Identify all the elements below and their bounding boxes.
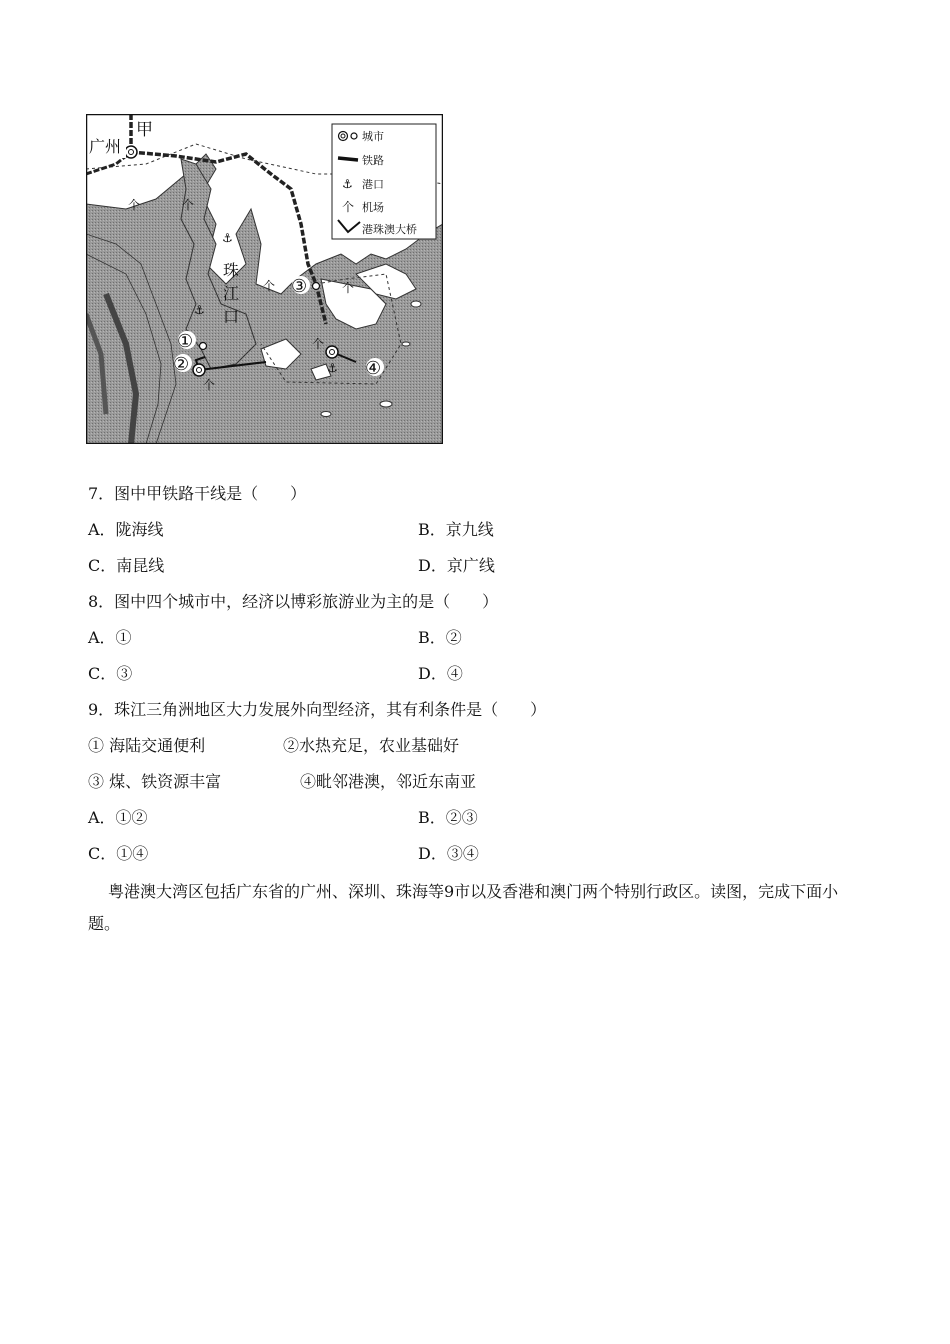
islet bbox=[402, 342, 410, 346]
airport-icon: 个 bbox=[312, 337, 325, 351]
pearl-river-delta-map bbox=[86, 114, 443, 444]
q7-option-c: C．南昆线 bbox=[88, 556, 165, 575]
q7-option-b: B．京九线 bbox=[418, 520, 494, 539]
label-jia: 甲 bbox=[136, 120, 153, 140]
q9-option-c: C．①④ bbox=[88, 844, 149, 863]
airport-icon: 个 bbox=[342, 200, 355, 214]
label-river-2: 江 bbox=[223, 284, 240, 303]
marker-2: ② bbox=[173, 354, 190, 375]
islet bbox=[380, 401, 392, 407]
question-8-stem: 8．图中四个城市中，经济以博彩旅游业为主的是（ ） bbox=[88, 592, 499, 611]
islet bbox=[411, 301, 421, 307]
legend-railway: 铁路 bbox=[362, 154, 384, 167]
q9-condition-4: ④毗邻港澳，邻近东南亚 bbox=[300, 772, 477, 791]
label-river-1: 珠 bbox=[223, 261, 240, 280]
city-3 bbox=[313, 283, 320, 290]
q8-option-c: C．③ bbox=[88, 664, 133, 683]
airport-icon: 个 bbox=[182, 198, 195, 212]
map-legend bbox=[332, 124, 436, 239]
legend-city: 城市 bbox=[362, 130, 384, 143]
q7-option-a: A．陇海线 bbox=[88, 520, 164, 539]
q9-condition-1: ① 海陆交通便利 bbox=[88, 736, 206, 755]
label-river-3: 口 bbox=[223, 307, 240, 326]
city-1 bbox=[200, 343, 207, 350]
map-figure bbox=[86, 114, 443, 444]
q9-option-a: A．①② bbox=[88, 808, 148, 827]
legend-bridge: 港珠澳大桥 bbox=[362, 223, 417, 236]
label-guangzhou: 广州 bbox=[89, 137, 122, 156]
marker-4: ④ bbox=[365, 358, 382, 379]
port-icon: ⚓ bbox=[222, 231, 233, 245]
railway-icon bbox=[338, 158, 358, 160]
marker-3: ③ bbox=[291, 276, 308, 297]
islet bbox=[321, 412, 331, 417]
port-icon: ⚓ bbox=[194, 303, 205, 317]
q9-option-b: B．②③ bbox=[418, 808, 478, 827]
marker-1: ① bbox=[177, 331, 194, 352]
q8-option-b: B．② bbox=[418, 628, 462, 647]
q7-option-d: D．京广线 bbox=[418, 556, 495, 575]
q9-condition-3: ③ 煤、铁资源丰富 bbox=[88, 772, 222, 791]
airport-icon: 个 bbox=[342, 281, 355, 295]
airport-icon: 个 bbox=[263, 279, 276, 293]
city-guangzhou bbox=[125, 146, 137, 158]
question-7-stem: 7．图中甲铁路干线是（ ） bbox=[88, 484, 307, 503]
intro-paragraph: 粤港澳大湾区包括广东省的广州、深圳、珠海等9市以及香港和澳门两个特别行政区。读图，完成下面小题。 bbox=[88, 882, 839, 933]
question-9-stem: 9．珠江三角洲地区大力发展外向型经济，其有利条件是（ ） bbox=[88, 700, 547, 719]
legend-airport: 机场 bbox=[362, 201, 384, 214]
city-2 bbox=[193, 364, 205, 376]
airport-icon: 个 bbox=[128, 198, 141, 212]
port-icon: ⚓ bbox=[342, 177, 353, 191]
city-4 bbox=[326, 346, 338, 358]
legend-port: 港口 bbox=[362, 178, 384, 191]
q8-option-a: A．① bbox=[88, 628, 132, 647]
airport-icon: 个 bbox=[203, 378, 216, 392]
q9-condition-2: ②水热充足，农业基础好 bbox=[283, 736, 460, 755]
q8-option-d: D．④ bbox=[418, 664, 463, 683]
q9-option-d: D．③④ bbox=[418, 844, 479, 863]
port-icon: ⚓ bbox=[327, 361, 338, 375]
